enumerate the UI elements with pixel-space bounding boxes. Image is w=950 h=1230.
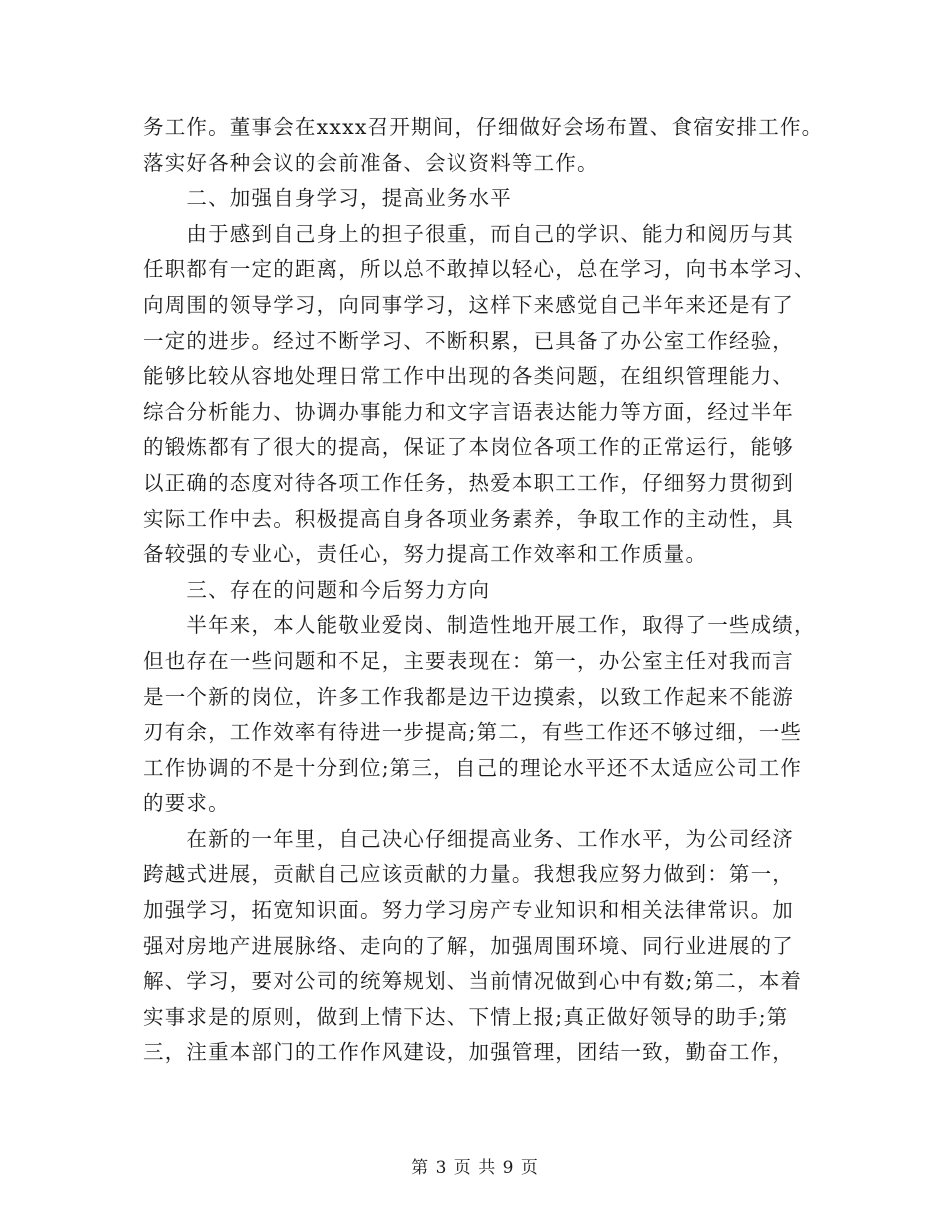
text-line: 是一个新的岗位，许多工作我都是边干边摸索，以致工作起来不能游 (143, 684, 794, 709)
text-line: 任职都有一定的距离，所以总不敢掉以轻心，总在学习，向书本学习、 (143, 257, 816, 282)
text-line: 实际工作中去。积极提高自身各项业务素养，争取工作的主动性，具 (143, 506, 794, 531)
text-line: 由于感到自己身上的担子很重，而自己的学识、能力和阅历与其 (143, 221, 794, 246)
text-line: 三，注重本部门的工作作风建设，加强管理，团结一致，勤奋工作， (143, 1040, 794, 1065)
text-line: 加强学习，拓宽知识面。努力学习房产专业知识和相关法律常识。加 (143, 898, 794, 923)
text-line: 综合分析能力、协调办事能力和文字言语表达能力等方面，经过半年 (143, 399, 794, 424)
section-heading: 三、存在的问题和今后努力方向 (143, 577, 491, 602)
text-line: 的要求。 (143, 791, 230, 816)
section-heading: 二、加强自身学习，提高业务水平 (143, 186, 512, 211)
text-line: 解、学习，要对公司的统筹规划、当前情况做到心中有数;第二，本着 (143, 969, 803, 994)
text-line: 跨越式进展，贡献自己应该贡献的力量。我想我应努力做到：第一， (143, 862, 794, 887)
text-line: 半年来，本人能敬业爱岗、制造性地开展工作，取得了一些成绩， (143, 613, 816, 638)
text-line: 但也存在一些问题和不足，主要表现在：第一，办公室主任对我而言 (143, 648, 794, 673)
text-line: 刃有余，工作效率有待进一步提高;第二，有些工作还不够过细，一些 (143, 720, 803, 745)
text-line: 强对房地产进展脉络、走向的了解，加强周围环境、同行业进展的了 (143, 933, 794, 958)
document-body (143, 110, 824, 1071)
text-line: 工作协调的不是十分到位;第三，自己的理论水平还不太适应公司工作 (143, 755, 803, 780)
text-line: 实事求是的原则，做到上情下达、下情上报;真正做好领导的助手;第 (143, 1004, 789, 1029)
text-line: 能够比较从容地处理日常工作中出现的各类问题，在组织管理能力、 (143, 364, 794, 389)
text-line: 以正确的态度对待各项工作任务，热爱本职工工作，仔细努力贯彻到 (143, 470, 794, 495)
text-line: 在新的一年里，自己决心仔细提高业务、工作水平，为公司经济 (143, 826, 794, 851)
text-line: 备较强的专业心，责任心，努力提高工作效率和工作质量。 (143, 542, 708, 567)
page-number-footer: 第 3 页 共 9 页 (411, 1158, 539, 1178)
text-line: 的锻炼都有了很大的提高，保证了本岗位各项工作的正常运行，能够 (143, 435, 794, 460)
text-line: 一定的进步。经过不断学习、不断积累，已具备了办公室工作经验， (143, 328, 794, 353)
text-line: 落实好各种会议的会前准备、会议资料等工作。 (143, 150, 599, 175)
text-line: 向周围的领导学习，向同事学习，这样下来感觉自己半年来还是有了 (143, 292, 794, 317)
text-line: 务工作。董事会在xxxx召开期间，仔细做好会场布置、食宿安排工作。 (143, 115, 824, 139)
